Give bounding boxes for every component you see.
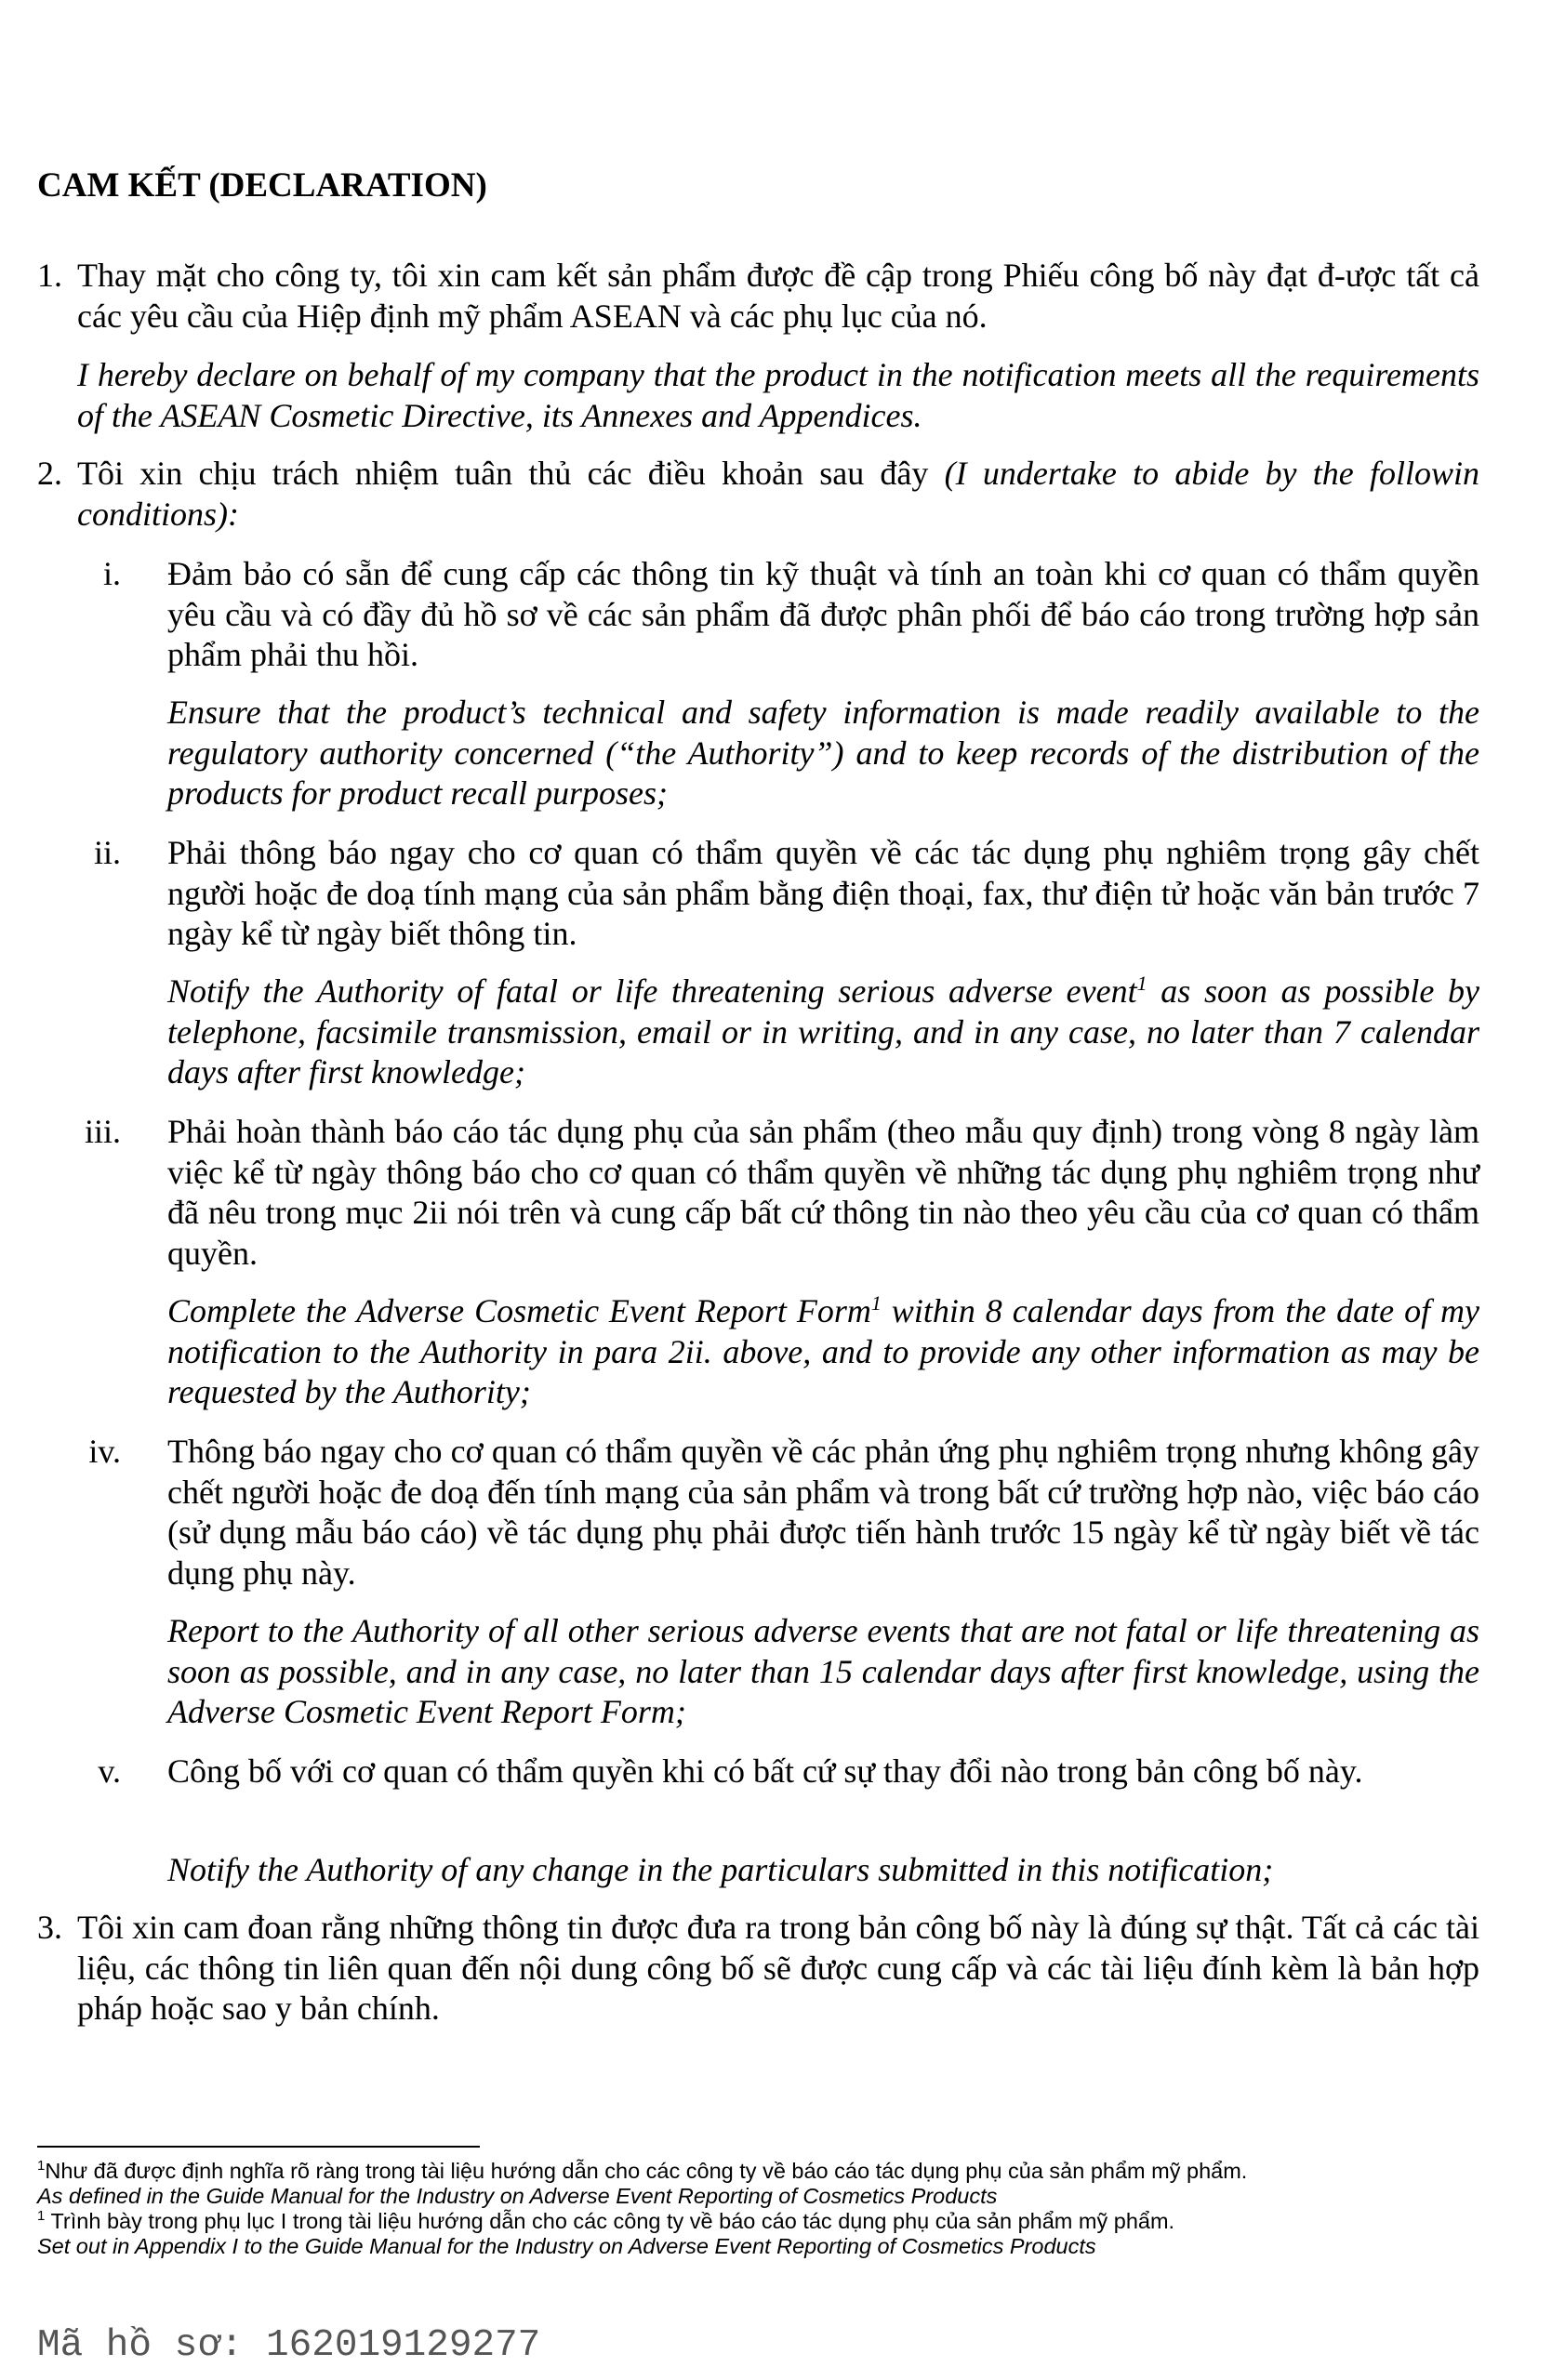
- subitem-text-vi: Đảm bảo có sẵn để cung cấp các thông tin kỹ thuật và tính an toàn khi cơ quan có thẩm quyền yêu cầu và có đầy đủ hồ sơ về các sản phẩm đã được phân phối để báo cáo trong trường hợp sản phẩm phải thu hồi.: [167, 555, 1479, 673]
- subitem-text-en: Ensure that the product’s technical and safety information is made readily available to the regulatory authority concerned (“the Authority”) and to keep records of the distribution of the products for product recall purposes;: [167, 694, 1479, 812]
- subitem-marker: v.: [98, 1752, 121, 1790]
- subitem-marker: ii.: [93, 834, 121, 871]
- subitem-text-vi: Thông báo ngay cho cơ quan có thẩm quyền về các phản ứng phụ nghiêm trọng nhưng không gây chết người hoặc đe doạ đến tính mạng của sản phẩm và trong bất cứ trường hợp nào, việc báo cáo (sử dụng mẫu báo cáo) về tác dụng phụ phải được tiến hành trước 15 ngày kể từ ngày biết về tác dụng phụ này.: [167, 1433, 1479, 1592]
- footnote-ref: 1: [870, 1291, 882, 1315]
- footnote-1-en: As defined in the Guide Manual for the Industry on Adverse Event Reporting of Cosmetics Products: [37, 2184, 998, 2208]
- subitem-text-en: Notify the Authority of fatal or life threatening serious adverse event$^1$ as soon as possible by telephone, facsimile transmission, email or in writing, and in any case, no later than 7 calendar days after first knowledge;: [167, 972, 1479, 1091]
- footnote-1-vi: $^1$Như đã được định nghĩa rõ ràng trong tài liệu hướng dẫn cho các công ty về báo cáo tác dụng phụ của sản phẩm mỹ phẩm.: [37, 2158, 1248, 2183]
- subitem-text-vi: Công bố với cơ quan có thẩm quyền khi có bất cứ sự thay đổi nào trong bản công bố này.: [167, 1752, 1363, 1790]
- item-text-en: (I undertake to abide by the followin conditions):: [77, 455, 1480, 533]
- footnote-2-en: Set out in Appendix I to the Guide Manual for the Industry on Adverse Event Reporting of Cosmetics Products: [37, 2234, 1096, 2258]
- item-text-en: I hereby declare on behalf of my company that the product in the notification meets all the requirements of the ASEAN Cosmetic Directive, its Annexes and Appendices.: [77, 356, 1479, 434]
- subitem-text-en: Report to the Authority of all other serious adverse events that are not fatal or life threatening as soon as possible, and in any case, no later than 15 calendar days after first knowledge, using the Adverse Cosmetic Event Report Form;: [167, 1612, 1479, 1730]
- subitem-text-vi: Phải hoàn thành báo cáo tác dụng phụ của sản phẩm (theo mẫu quy định) trong vòng 8 ngày làm việc kể từ ngày thông báo cho cơ quan có thẩm quyền về những tác dụng phụ nghiêm trọng như đã nêu trong mục 2ii nói trên và cung cấp bất cứ thông tin nào theo yêu cầu của cơ quan có thẩm quyền.: [167, 1113, 1479, 1272]
- footnote-marker: 1: [37, 2208, 46, 2225]
- footnote-ref: 1: [1136, 972, 1147, 995]
- footnote-marker: 1: [37, 2158, 46, 2175]
- item-number: 1.: [37, 257, 62, 294]
- item-number: 2.: [37, 455, 62, 492]
- footnote-divider: [37, 2146, 480, 2148]
- subitem-text-en: Complete the Adverse Cosmetic Event Report Form$^1$ within 8 calendar days from the date of my notification to the Authority in para 2ii. above, and to provide any other information as may be requested by the Authority;: [167, 1291, 1479, 1410]
- item-text-vi: Tôi xin chịu trách nhiệm tuân thủ các điều khoản sau đây: [77, 455, 929, 492]
- subitem-text-en: Notify the Authority of any change in the particulars submitted in this notification;: [167, 1851, 1274, 1888]
- item-text-vi: Thay mặt cho công ty, tôi xin cam kết sản phẩm được đề cập trong Phiếu công bố này đạt đ-ược tất cả các yêu cầu của Hiệp định mỹ phẩm ASEAN và các phụ lục của nó.: [77, 257, 1479, 335]
- subitem-marker: i.: [102, 555, 121, 592]
- page-title: CAM KẾT (DECLARATION): [37, 166, 487, 205]
- item-number: 3.: [37, 1909, 62, 1946]
- item-text-vi: Tôi xin cam đoan rằng những thông tin được đưa ra trong bản công bố này là đúng sự thật. Tất cả các tài liệu, các thông tin liên quan đến nội dung công bố sẽ được cung cấp và các tài liệu đính kèm là bản hợp pháp hoặc sao y bản chính.: [77, 1909, 1479, 2027]
- subitem-marker: iii.: [84, 1113, 121, 1150]
- item-intro: [77, 454, 1479, 535]
- subitem-marker: iv.: [88, 1433, 121, 1470]
- record-id: Mã hồ sơ: 162019129277: [37, 2324, 541, 2367]
- footnote-2-vi: $^1$ Trình bày trong phụ lục I trong tài liệu hướng dẫn cho các công ty về báo cáo tác dụng phụ của sản phẩm mỹ phẩm.: [37, 2208, 1175, 2233]
- subitem-text-vi: Phải thông báo ngay cho cơ quan có thẩm quyền về các tác dụng phụ nghiêm trọng gây chết người hoặc đe doạ tính mạng của sản phẩm bằng điện thoại, fax, thư điện tử hoặc văn bản trước 7 ngày kể từ ngày biết thông tin.: [167, 834, 1479, 952]
